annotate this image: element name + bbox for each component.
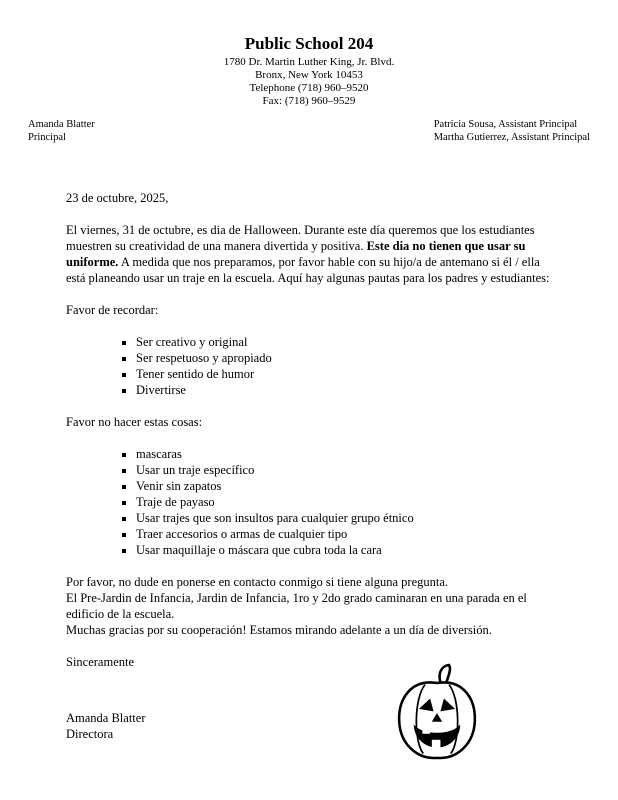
spacer	[66, 206, 558, 222]
pumpkin-svg	[394, 660, 480, 768]
spacer	[66, 398, 558, 414]
spacer	[66, 286, 558, 302]
school-address-line1: 1780 Dr. Martin Luther King, Jr. Blvd.	[223, 56, 395, 68]
school-address-line2: Bronx, New York 10453	[255, 69, 363, 81]
school-name: Public School 204	[244, 34, 374, 53]
avoid-list	[66, 446, 558, 558]
intro-text-2: A medida que nos preparamos, por favor hable con su hijo/a de antemano si él / ella está planeando usar un traje en la escuela. Aquí hay algunas pautas para los padres y estudiantes:	[66, 255, 550, 285]
school-phone: Telephone (718) 960–9520	[249, 82, 369, 94]
list-item: ▪ Usar trajes que son insultos para cualquier grupo étnico	[136, 510, 558, 526]
letter-body	[0, 190, 618, 742]
intro-text-1: El viernes, 31 de octubre, es dia de Halloween. Durante este día queremos que los estudiantes muestren su creatividad de una manera divertida y positiva.	[66, 223, 535, 253]
list-item: ▪ Usar maquillaje o máscara que cubra toda la cara	[136, 542, 558, 558]
list-item: ▪ Ser respetuoso y apropiado	[136, 350, 558, 366]
remember-heading: Favor de recordar:	[66, 303, 159, 317]
list-item: ▪ Tener sentido de humor	[136, 366, 558, 382]
assistant-principal-block	[434, 118, 590, 144]
jack-o-lantern-icon	[394, 660, 480, 768]
list-item: ▪ Venir sin zapatos	[136, 478, 558, 494]
avoid-heading: Favor no hacer estas cosas:	[66, 415, 203, 429]
closing-line-1: Por favor, no dude en ponerse en contacto conmigo si tiene alguna pregunta.	[66, 575, 449, 589]
assistant-principal-1: Patricia Sousa, Assistant Principal	[433, 119, 578, 130]
spacer	[66, 430, 558, 446]
list-item: ▪ mascaras	[136, 446, 558, 462]
intro-text-bold: Este dia no tienen que usar su uniforme.	[66, 239, 526, 269]
list-item: ▪ Traer accesorios o armas de cualquier tipo	[136, 526, 558, 542]
sincerely-line: Sinceramente	[66, 655, 135, 669]
school-fax: Fax: (718) 960–9529	[262, 95, 356, 107]
letterhead	[0, 0, 618, 108]
spacer	[66, 558, 558, 574]
list-item: ▪ Divertirse	[136, 382, 558, 398]
assistant-principal-2: Martha Gutierrez, Assistant Principal	[433, 132, 590, 143]
list-item: ▪ Traje de payaso	[136, 494, 558, 510]
list-item: ▪ Usar un traje específico	[136, 462, 558, 478]
staff-row	[0, 108, 618, 144]
spacer	[66, 638, 558, 654]
closing-line-3: Muchas gracias por su cooperación! Estamos mirando adelante a un día de diversión.	[66, 623, 492, 637]
closing-line-2: El Pre-Jardin de Infancia, Jardin de Infancia, 1ro y 2do grado caminaran en una parada en el edificio de la escuela.	[66, 591, 527, 621]
principal-block	[28, 118, 95, 144]
principal-name: Amanda Blatter	[28, 119, 95, 130]
list-item: ▪ Ser creativo y original	[136, 334, 558, 350]
spacer	[66, 318, 558, 334]
date-line: 23 de octubre, 2025,	[66, 191, 169, 205]
signature-title: Directora	[66, 727, 114, 741]
signature-name: Amanda Blatter	[66, 711, 146, 725]
principal-title: Principal	[28, 132, 66, 143]
signature-space	[66, 670, 558, 710]
remember-list	[66, 334, 558, 398]
intro-paragraph	[66, 222, 558, 286]
